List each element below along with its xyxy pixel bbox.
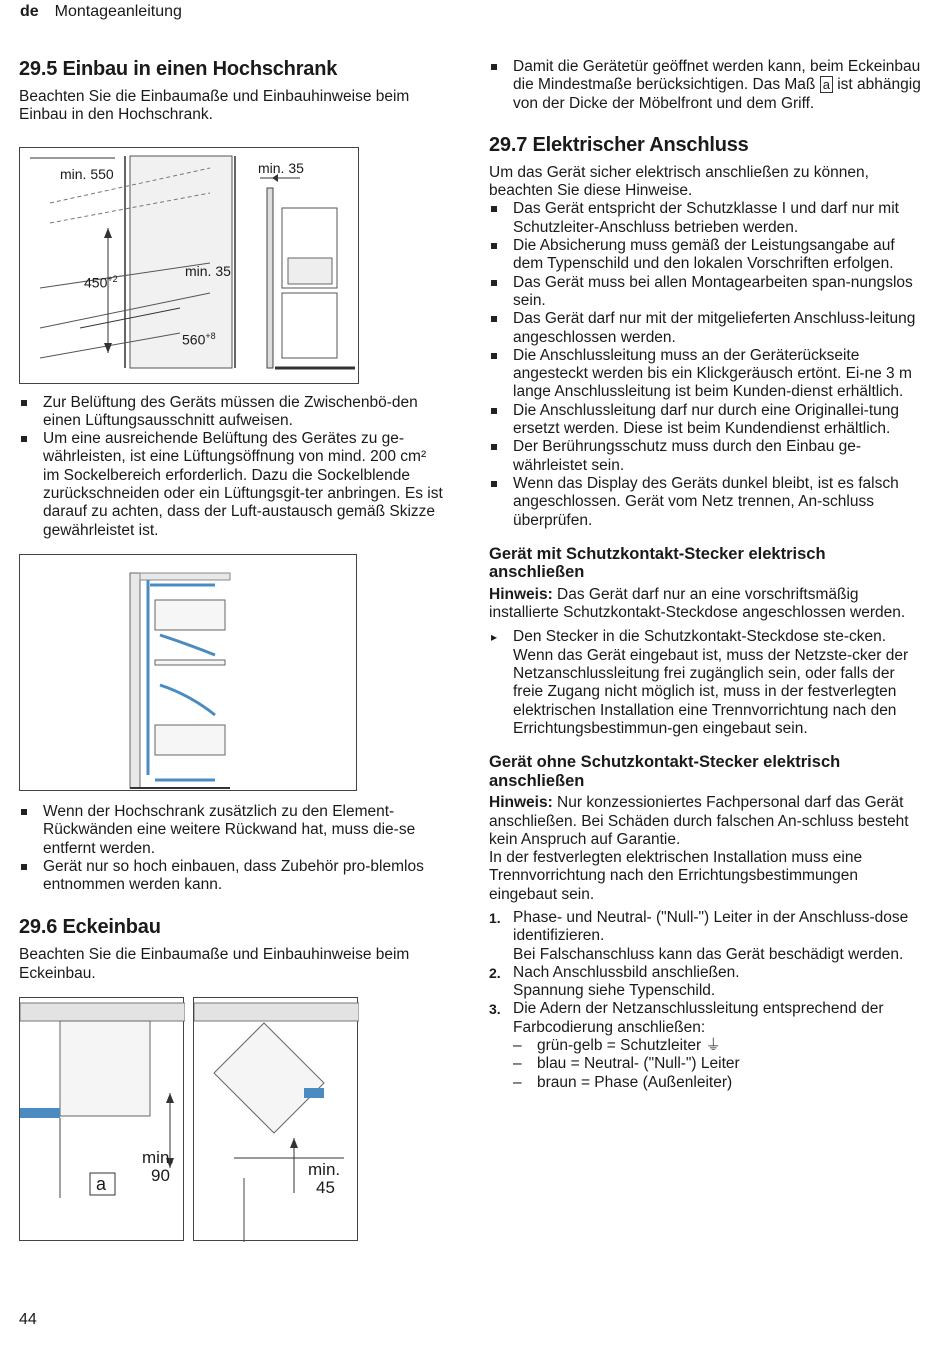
with-plug-steps [489,628,924,738]
subsection-title-without-plug: Gerät ohne Schutzkontakt-Stecker elektrisch anschließen [489,753,841,790]
list-item: 3. Die Adern der Netzanschlussleitung entsprechend der Farbcodierung anschließen: [489,1000,884,1036]
figure-airflow [19,554,357,791]
dimension-a-box: a [820,76,833,93]
list-item: Um eine ausreichende Belüftung des Gerätes zu ge-währleisten, ist eine Lüftungsöffnung von mind. 200 cm² im Sockelbereich erforderlich. Dazu die Sockelblende zurückschneiden oder ein Lüftungsgit-ter anbringen. Es ist darauf zu achten, dass der Luft-austausch gemäß Skizze gewährleistet ist. [19,430,444,540]
left-column [19,58,444,1243]
list-item: Das Gerät muss bei allen Montagearbeiten span-nungslos sein. [489,274,924,311]
list-item: ▸ Den Stecker in die Schutzkontakt-Steckdose ste-cken. Wenn das Gerät eingebaut ist, muss der Netzste-cker der Netzanschlussleitung frei zugänglich sein, oder falls der freie Zugang nicht möglich ist, muss in der festverlegten elektrischen Installation eine Trennvorrichtung nach den Errichtungsbestimmun-gen eingebaut sein. [489,628,924,738]
section-intro-29-5: Beachten Sie die Einbaumaße und Einbauhinweise beim Einbau in den Hochschrank. [19,88,410,124]
section-intro-29-7: Um das Gerät sicher elektrisch anschließen zu können, beachten Sie diese Hinweise. [489,163,869,200]
list-item: 2. Nach Anschlussbild anschließen. Spannung siehe Typenschild. [489,963,740,1000]
list-item: Die Anschlussleitung muss an der Geräterückseite angesteckt werden bis ein Klickgeräusch ertönt. Ei-ne 3 m lange Anschlussleitung ist beim Kunden-dienst erhältlich. [489,347,924,402]
installation-paragraph: In der festverlegten elektrischen Installation muss eine Trennvorrichtung nach den Errichtungsbestimmungen eingebaut sein. [489,849,863,903]
list-item: Die Absicherung muss gemäß der Leistungsangabe auf dem Typenschild und den lokalen Vorschriften erfolgen. [489,237,924,274]
label-560: $560^{+8}$ [182,330,216,348]
list-item: Das Gerät entspricht der Schutzklasse I und darf nur mit Schutzleiter-Anschluss betrieben werden. [489,200,924,237]
hint-with-plug: Hinweis: Das Gerät darf nur an eine vorschriftsmäßig installierte Schutzkontakt-Steckdose angeschlossen werden. [489,585,906,622]
corner-door-bullet [489,58,924,113]
hint-without-plug: Hinweis: Nur konzessioniertes Fachpersonal darf das Gerät anschließen. Bei Schäden durch falschen An-schluss besteht kein Anspruch auf Garantie. [489,794,909,848]
cabinet-bullets [19,803,444,894]
section-intro-29-6: Beachten Sie die Einbaumaße und Einbauhinweise beim Eckeinbau. [19,946,410,982]
list-item: – braun = Phase (Außenleiter) [513,1073,733,1091]
list-item: Die Anschlussleitung darf nur durch eine Originallei-tung ersetzt werden. Diese ist beim Kundendienst erhältlich. [489,402,924,439]
section-title-29-7: 29.7 Elektrischer Anschluss [489,133,749,156]
list-item: Wenn der Hochschrank zusätzlich zu den Element-Rückwänden eine weitere Rückwand hat, muss die-se entfernt werden. [19,803,444,858]
section-title-29-5: 29.5 Einbau in einen Hochschrank [19,58,338,80]
figure-corner-a [19,997,184,1241]
page-number: 44 [19,1311,37,1328]
list-item: Das Gerät darf nur mit der mitgelieferten Anschluss-leitung angeschlossen werden. [489,310,924,347]
without-plug-steps [489,909,924,1037]
label-min-35-top: min. 35 [258,159,304,176]
color-code-list [513,1037,924,1092]
label-min-35-mid: min. 35 [185,262,231,279]
label-min-550: min. 550 [60,165,114,182]
corner-a-value: 90 [151,1166,170,1186]
corner-b-value: 45 [316,1178,335,1198]
right-column [489,58,924,1092]
figure-corner-b [193,997,358,1241]
list-item: Damit die Gerätetür geöffnet werden kann, beim Eckeinbau die Mindestmaße berücksichtigen. Das Maß a ist abhängig von der Dicke der Möbelfront und dem Griff. [489,58,924,113]
list-item: Der Berührungsschutz muss durch den Einbau ge-währleistet sein. [489,438,924,475]
corner-a-letter: a [96,1174,107,1195]
header-title: Montageanleitung [54,3,182,20]
list-item: Gerät nur so hoch einbauen, dass Zubehör pro-blemlos entnommen werden kann. [19,858,444,895]
list-item: – grün-gelb = Schutzleiter ⏚ [513,1037,721,1055]
label-450: $450^{+2}$ [84,273,118,291]
section-title-29-6: 29.6 Eckeinbau [19,916,161,939]
language-code: de [20,3,39,20]
corner-b-min: min. [308,1160,341,1180]
list-item: – blau = Neutral- ("Null-") Leiter [513,1055,740,1073]
ventilation-bullets [19,394,444,540]
corner-a-min: min. [142,1148,175,1168]
electrical-bullets [489,200,924,529]
list-item: 1. Phase- und Neutral- ("Null-") Leiter in der Anschluss-dose identifizieren. Bei Falschanschluss kann das Gerät beschädigt werden. [489,908,909,963]
subsection-title-with-plug: Gerät mit Schutzkontakt-Stecker elektrisch anschließen [489,544,826,582]
page-header [20,3,182,21]
figure-tall-cabinet-dimensions [19,147,359,384]
list-item: Zur Belüftung des Geräts müssen die Zwischenbö-den einen Lüftungsausschnitt aufweisen. [19,394,444,431]
list-item: Wenn das Display des Geräts dunkel bleibt, ist es falsch angeschlossen. Gerät vom Netz trennen, An-schluss überprüfen. [489,475,924,530]
